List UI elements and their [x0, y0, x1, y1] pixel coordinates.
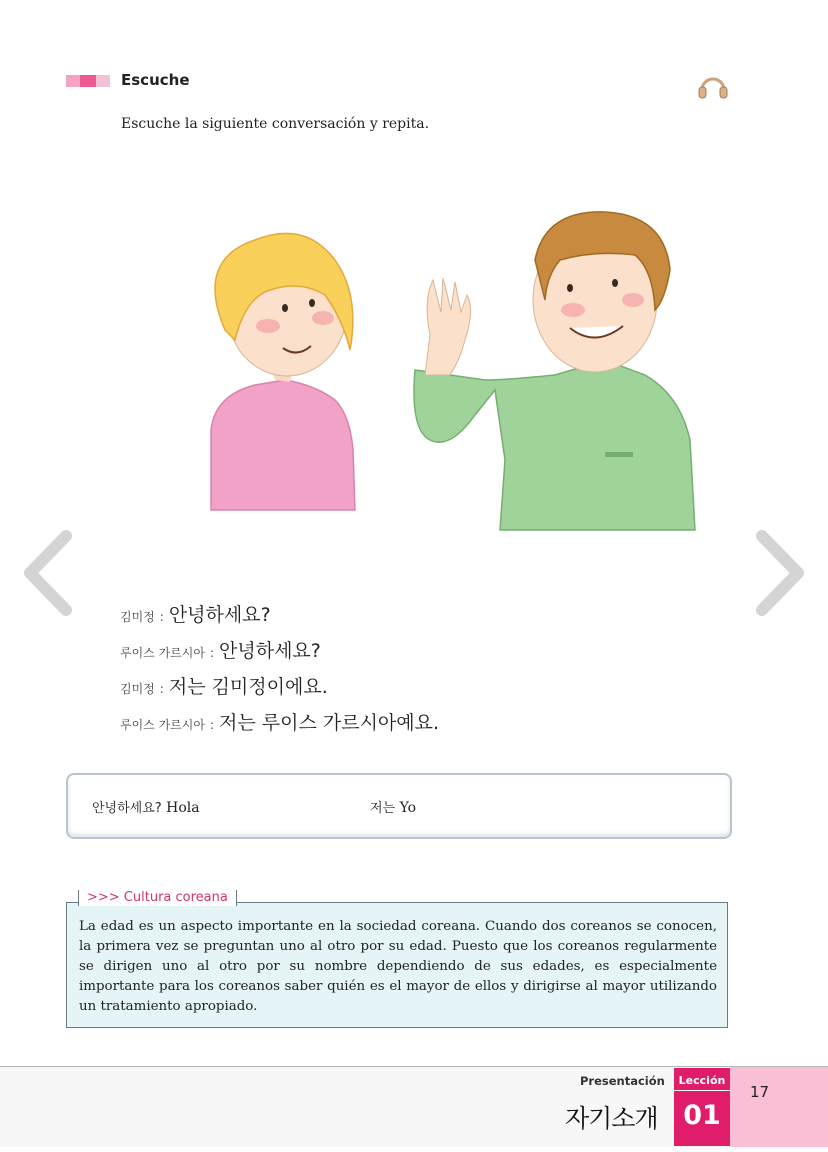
dialogue-line: 루이스 가르시아 : 안녕하세요? [120, 636, 720, 672]
chapter-title: 자기소개 [565, 1104, 658, 1133]
headphones-icon[interactable] [697, 70, 729, 100]
page-number: 17 [750, 1083, 770, 1101]
vocabulary-box [66, 773, 732, 839]
lesson-tag [674, 1068, 730, 1146]
chapter-label: Presentación [580, 1074, 665, 1088]
instruction-text: Escuche la siguiente conversación y repita. [121, 116, 430, 132]
section-marker [66, 75, 110, 87]
woman-figure [211, 233, 355, 510]
section-title: Escuche [121, 71, 190, 89]
chevron-left-icon[interactable] [18, 528, 78, 618]
vocab-spanish: Yo [399, 800, 417, 816]
vocab-item [92, 797, 200, 816]
speaker-name: 김미정 [120, 682, 155, 696]
lesson-word: Lección [678, 1074, 726, 1087]
man-figure [414, 212, 695, 530]
dialogue-line: 김미정 : 안녕하세요? [120, 600, 720, 636]
dialogue [120, 600, 720, 744]
speaker-name: 루이스 가르시아 [120, 718, 205, 732]
vocab-spanish: Hola [166, 800, 200, 816]
utterance: 안녕하세요? [168, 604, 271, 626]
speaker-name: 루이스 가르시아 [120, 646, 205, 660]
chevron-right-icon[interactable] [750, 528, 810, 618]
greeting-illustration [175, 200, 715, 540]
vocab-korean: 저는 [370, 801, 396, 816]
utterance: 저는 김미정이에요. [168, 676, 328, 698]
footer-accent [730, 1067, 828, 1147]
dialogue-line: 루이스 가르시아 : 저는 루이스 가르시아예요. [120, 708, 720, 744]
culture-label: >>> Cultura coreana [78, 890, 237, 906]
culture-box [66, 902, 728, 1028]
lesson-number: 01 [683, 1100, 721, 1131]
culture-text: La edad es un aspecto importante en la sociedad coreana. Cuando dos coreanos se conocen, la primera vez se preguntan uno al otro por su edad. Puesto que los coreanos regularmente se dirigen uno al otro por su nombre dependiendo de sus edades, es especialmente importante para los coreanos saber quién es el mayor de ellos y dirigirse al mayor utilizando un tratamiento apropiado. [79, 919, 717, 1014]
utterance: 안녕하세요? [219, 640, 321, 662]
vocab-item [370, 797, 416, 816]
vocab-korean: 안녕하세요? [92, 801, 162, 816]
utterance: 저는 루이스 가르시아예요. [219, 712, 440, 734]
speaker-name: 김미정 [120, 610, 155, 624]
dialogue-line: 김미정 : 저는 김미정이에요. [120, 672, 720, 708]
